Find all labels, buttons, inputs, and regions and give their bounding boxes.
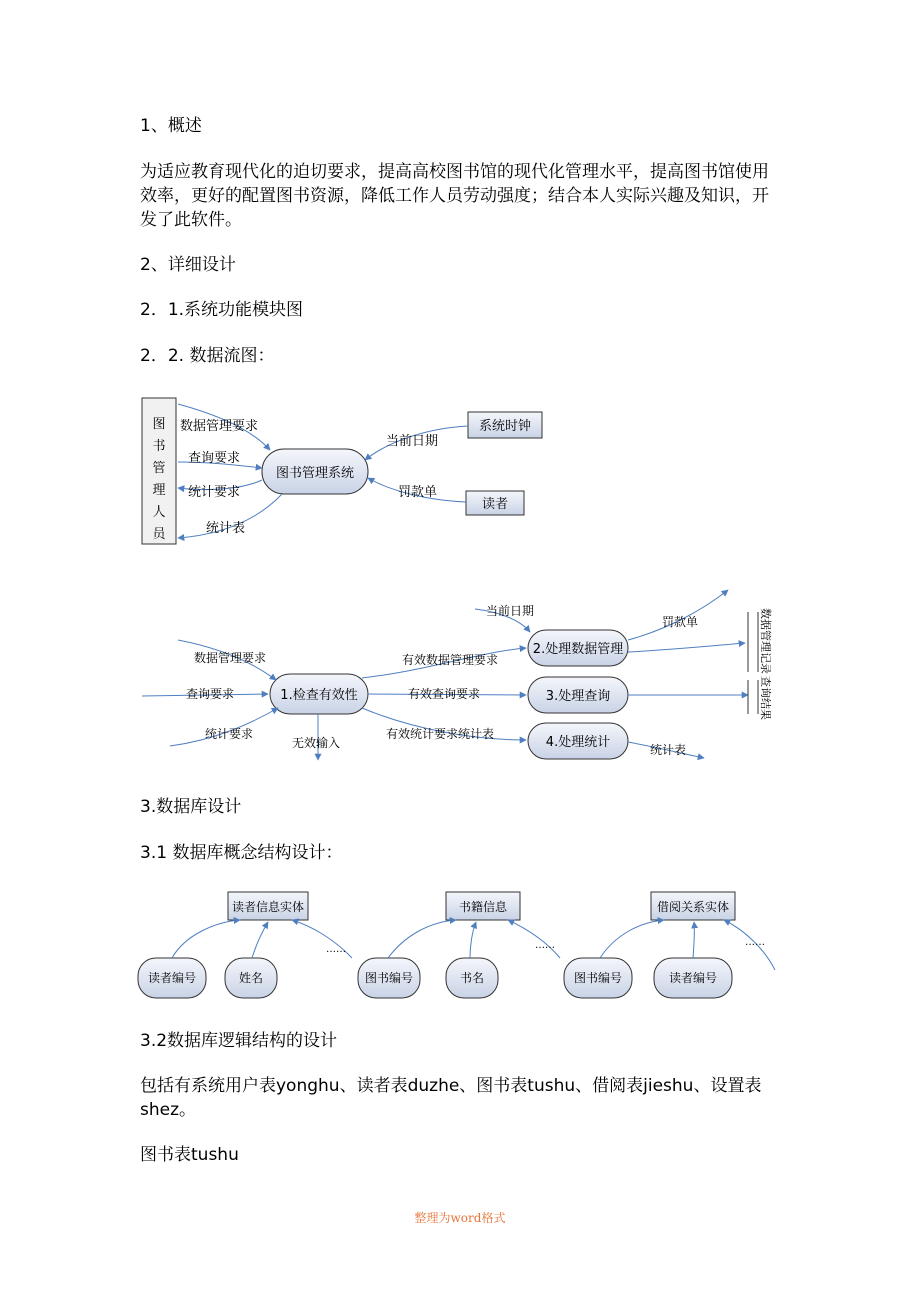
heading-overview: 1、概述 [140,116,202,136]
datastore-label-2: 查询结果 [759,676,772,720]
label-check-validity: 1.检查有效性 [280,688,358,703]
dlabel-stat-table: 统计表 [650,743,687,757]
dflow-to-store1 [628,643,745,652]
label-proc2: 2.处理数据管理 [532,642,624,657]
dfd-detail-labels [186,603,773,757]
er-link-7 [600,920,664,958]
dlabel-valid-data: 有效数据管理要求 [402,653,499,667]
er-link-6 [508,920,560,958]
heading-database-design: 3.数据库设计 [140,797,242,817]
flow-label-date: 当前日期 [386,434,439,449]
heading-dataflow: 2．2. 数据流图： [140,346,275,366]
dlabel-date: 当前日期 [486,604,535,618]
entity-label-borrow: 借阅关系实体 [656,900,730,914]
dlabel-stat: 统计要求 [205,727,254,741]
attr-label-6: 读者编号 [668,971,718,985]
clock-label: 系统时钟 [478,419,532,434]
datastore-lines-2 [748,680,758,714]
label-proc3: 3.处理查询 [545,689,611,704]
dlabel-valid-query: 有效查询要求 [408,687,481,701]
attr-label-2: 姓名 [238,971,264,985]
attr-label-4: 书名 [459,971,485,985]
flow-label-data-mgmt: 数据管理要求 [180,419,259,434]
er-ellipsis-2: …… [535,940,555,951]
heading-module-diagram: 2．1.系统功能模块图 [140,300,304,320]
heading-tushu-table: 图书表tushu [140,1145,239,1165]
dlabel-data-mgmt: 数据管理要求 [194,651,267,665]
attr-label-1: 读者编号 [147,971,197,985]
dlabel-query: 查询要求 [186,687,235,701]
attr-label-5: 图书编号 [573,971,623,985]
heading-detail-design: 2、详细设计 [140,255,236,275]
dlabel-fine: 罚款单 [662,615,699,629]
flow-label-fine: 罚款单 [398,485,438,500]
er-ellipsis-1: …… [326,944,346,955]
footer-note: 整理为word格式 [414,1211,506,1225]
intro-paragraph: 为适应教育现代化的迫切要求，提高高校图书馆的现代化管理水平，提高图书馆使用效率，更好的配置图书资源，降低工作人员劳动强度；结合本人实际兴趣及知识，开发了此软件。 [140,162,769,230]
flow-label-stat-table: 统计表 [206,521,246,536]
er-link-2 [252,922,268,958]
flow-label-query: 查询要求 [188,451,241,466]
er-link-8 [693,922,694,958]
datastore-label-1: 数据管理记录 [759,608,772,674]
er-ellipsis-3: …… [745,937,765,948]
process-label-system: 图书管理系统 [275,466,355,481]
datastore-lines-1 [748,612,758,672]
entity-label-reader: 读者信息实体 [231,900,305,914]
er-link-5 [470,922,476,958]
er-link-4 [388,920,456,958]
heading-conceptual-design: 3.1 数据库概念结构设计： [140,843,343,863]
er-link-1 [172,920,240,958]
actor-char-2: 书 [152,439,166,454]
dlabel-valid-stat: 有效统计要求统计表 [386,727,495,741]
label-proc4: 4.处理统计 [545,735,611,750]
tables-paragraph: 包括有系统用户表yonghu、读者表duzhe、图书表tushu、借阅表jieshu、设置表shez。 [140,1076,762,1120]
flow-label-stat: 统计要求 [188,485,241,500]
dlabel-invalid: 无效输入 [292,736,341,750]
heading-logical-design: 3.2数据库逻辑结构的设计 [140,1031,338,1051]
attr-label-3: 图书编号 [364,971,414,985]
entity-label-book: 书籍信息 [458,900,508,914]
actor-char-5: 人 [152,505,166,520]
actor-char-1: 图 [152,417,166,432]
actor-char-6: 员 [152,527,166,542]
actor-char-3: 管 [152,461,166,476]
actor-char-4: 理 [152,483,166,498]
reader-label: 读者 [481,497,509,512]
